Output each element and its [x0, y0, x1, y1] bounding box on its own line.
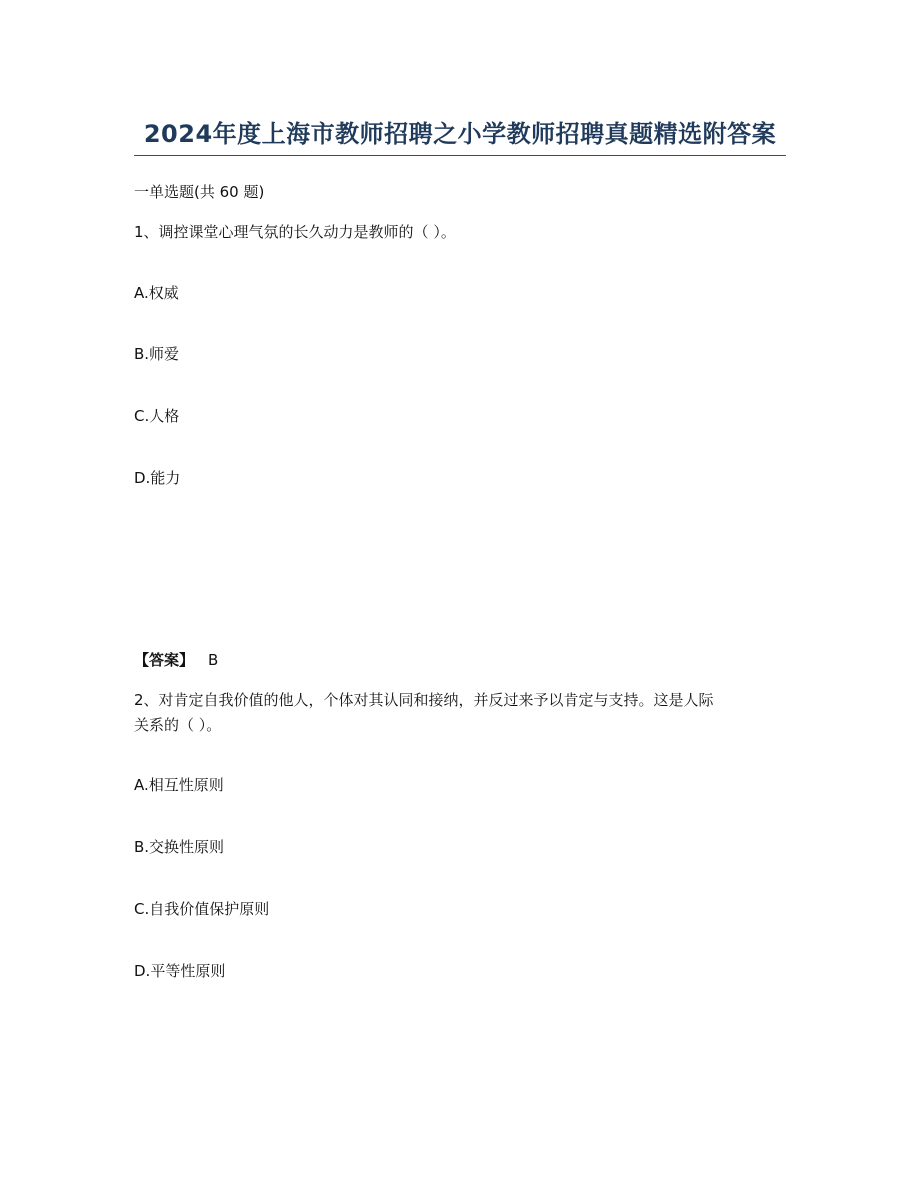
question-1-option-d: D.能力: [134, 469, 181, 487]
question-2-option-d: D.平等性原则: [134, 962, 226, 980]
question-2-stem: [134, 688, 786, 738]
question-1-answer: [134, 648, 218, 673]
question-2-option-b: B.交换性原则: [134, 838, 225, 856]
title-underline: [134, 155, 786, 156]
question-2-stem-line-1: 2、对肯定自我价值的他人，个体对其认同和接纳，并反过来予以肯定与支持。这是人际: [134, 691, 714, 709]
question-2-option-c: C.自我价值保护原则: [134, 900, 270, 918]
question-2-option-a: A.相互性原则: [134, 776, 224, 794]
question-1-option-c: C.人格: [134, 407, 180, 425]
question-1-option-a: A.权威: [134, 284, 179, 302]
answer-label: 【答案】: [134, 651, 195, 669]
document-title: 2024年度上海市教师招聘之小学教师招聘真题精选附答案: [143, 120, 777, 148]
answer-value: B: [208, 651, 219, 669]
question-1-option-b: B.师爱: [134, 345, 180, 363]
question-1-stem: 1、调控课堂心理气氛的长久动力是教师的（ ）。: [134, 223, 456, 241]
question-2-stem-line-2: 关系的（ ）。: [134, 716, 222, 734]
section-heading: 一单选题(共 60 题): [134, 183, 265, 201]
